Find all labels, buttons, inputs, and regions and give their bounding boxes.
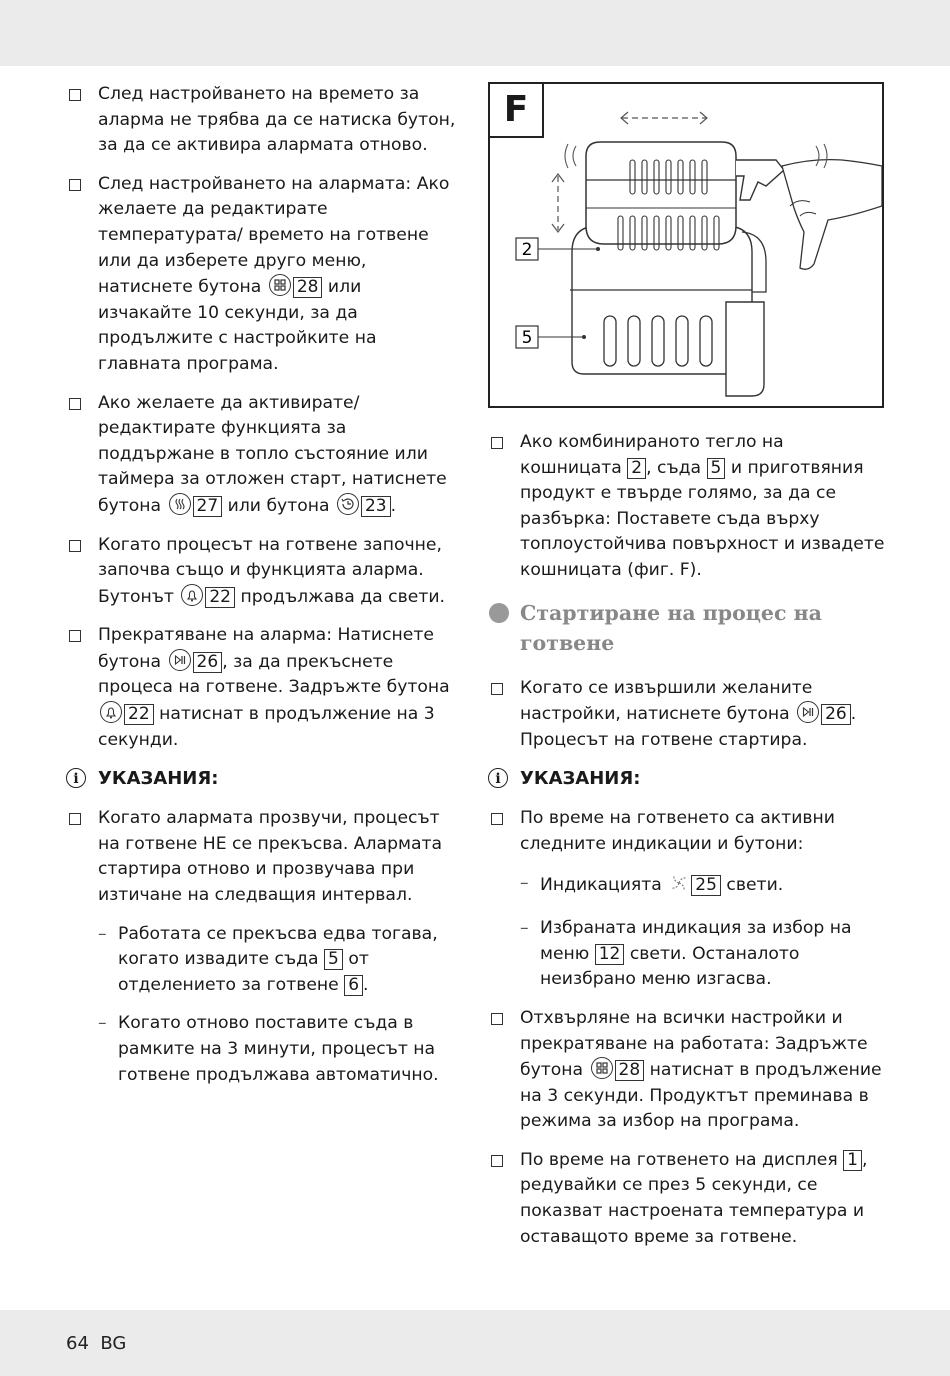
checkbox-bullet [491, 813, 503, 825]
figure-f [488, 82, 884, 408]
menu-grid-icon [269, 274, 291, 296]
list-item [66, 391, 458, 520]
ref-number: 12 [595, 944, 625, 965]
ref-number: 25 [691, 875, 721, 896]
item-text: , съда [646, 457, 702, 478]
list-item [66, 82, 458, 159]
item-text: Ако желаете да активирате/редактирате функцията за поддържане в топло състояние или таймера за отложен старт, натиснете бутона [98, 392, 447, 516]
footer-band [0, 1310, 950, 1376]
ref-number: 23 [361, 496, 391, 517]
item-text: или бутона [227, 495, 330, 516]
item-text: Когато алармата прозвучи, процесът на готвене НЕ се прекъсва. Алармата стартира отново и прозвучава при изтичане на следващия интервал. [98, 808, 443, 906]
play-pause-icon [169, 649, 191, 671]
figure-label: F [490, 84, 544, 138]
item-text: . [390, 495, 397, 516]
heading-text: Стартиране на процес на готвене [520, 600, 822, 655]
checkbox-bullet [491, 1155, 503, 1167]
ref-number: 28 [293, 277, 323, 298]
top-band [0, 0, 950, 66]
item-text: и приготвяния продукт е твърде голямо, за да се разбърка: Поставете съда върху топлоустойчива повърхност и извадете кошницата (фиг. F). [520, 457, 885, 580]
list-item [488, 676, 888, 754]
ref-number: 22 [205, 587, 235, 608]
item-text: свети. [726, 874, 784, 895]
ref-number: 5 [707, 458, 726, 479]
page-number [66, 1333, 126, 1354]
list-item [66, 172, 458, 378]
item-text: продължава да свети. [240, 586, 445, 607]
note-title: УКАЗАНИЯ: [520, 768, 641, 790]
dash-item [66, 1011, 458, 1088]
list-item [488, 430, 888, 584]
bell-icon [181, 584, 203, 606]
language-code: BG [100, 1333, 127, 1354]
ref-number: 2 [627, 458, 646, 479]
page-number-value: 64 [66, 1333, 89, 1354]
list-item [66, 533, 458, 611]
delay-timer-icon [337, 493, 359, 515]
item-text: Отхвърляне на всички настройки и прекратяване на работата: Задръжте бутона [520, 1007, 868, 1081]
play-pause-icon [797, 701, 819, 723]
checkbox-bullet [491, 1013, 503, 1025]
dash-bullet: – [98, 923, 107, 944]
item-text: натиснат в продължение на 3 секунди. [98, 704, 435, 750]
checkbox-bullet [69, 540, 81, 552]
list-item [66, 623, 458, 753]
item-text: . Процесът на готвене стартира. [520, 704, 857, 750]
note-title: УКАЗАНИЯ: [98, 768, 219, 790]
dash-bullet: – [520, 872, 529, 893]
ref-number: 26 [193, 652, 223, 673]
callout-pot: 5 [521, 328, 533, 348]
heading-bullet [489, 603, 509, 623]
dash-bullet: – [520, 918, 529, 939]
ref-number: 27 [193, 496, 223, 517]
dash-item [66, 922, 458, 999]
item-text: След настройването на алармата: Ако желаете да редактирате температурата/ времето на готвене или да изберете друго меню, натиснете бутона [98, 173, 450, 298]
info-icon: i [66, 768, 86, 788]
dash-item [488, 916, 888, 993]
item-text: . [363, 974, 369, 995]
item-text: , за да прекъснете процеса на готвене. Задръжте бутона [98, 651, 450, 698]
item-text: , редувайки се през 5 секунди, се показват настроената температура и оставащото време за готвене. [520, 1149, 868, 1247]
item-text: По време на готвенето са активни следните индикации и бутони: [520, 808, 835, 854]
ref-number: 28 [615, 1060, 645, 1081]
checkbox-bullet [69, 398, 81, 410]
list-item [488, 1148, 888, 1250]
item-text: Когато се извършили желаните настройки, натиснете бутона [520, 677, 813, 725]
dash-bullet: – [98, 1013, 107, 1034]
item-text: По време на готвенето на дисплея [520, 1149, 838, 1170]
checkbox-bullet [69, 813, 81, 825]
dash-item [488, 871, 888, 904]
item-text: Индикацията [540, 874, 662, 895]
note-heading [66, 766, 458, 792]
item-text: След настройването на времето за аларма не трябва да се натиска бутон, за да се активира алармата отново. [98, 84, 456, 156]
item-text: Прекратяване на аларма: Натиснете бутона [98, 625, 434, 672]
bell-icon [100, 701, 122, 723]
right-column [488, 82, 888, 1263]
item-text: от отделението за готвене [118, 949, 369, 995]
ref-number: 26 [821, 704, 851, 725]
item-text: или изчакайте 10 секунди, за да продължите с настройките на главната програма. [98, 277, 377, 374]
fan-indicator-icon [667, 871, 691, 904]
checkbox-bullet [491, 437, 503, 449]
list-item [488, 1006, 888, 1135]
list-item [488, 806, 888, 857]
ref-number: 1 [843, 1150, 862, 1171]
item-text: Когато процесът на готвене започне, започва също и функцията аларма. Бутонът [98, 534, 442, 607]
info-icon: i [488, 768, 508, 788]
item-text: Когато отново поставите съда в рамките на 3 минути, процесът на готвене продължава автоматично. [118, 1013, 439, 1085]
item-text: Избраната индикация за избор на меню [540, 918, 852, 964]
section-heading [488, 598, 888, 658]
item-text: натиснат в продължение на 3 секунди. Продуктът преминава в режима за избор на програма. [520, 1060, 882, 1132]
checkbox-bullet [491, 683, 503, 695]
ref-number: 5 [324, 949, 343, 970]
callout-basket: 2 [521, 240, 533, 260]
keep-warm-icon [169, 493, 191, 515]
checkbox-bullet [69, 89, 81, 101]
list-item [66, 806, 458, 908]
item-text: Ако комбинираното тегло на кошницата [520, 432, 784, 478]
checkbox-bullet [69, 179, 81, 191]
note-heading [488, 766, 888, 792]
item-text: Работата се прекъсва едва тогава, когато извадите съда [118, 923, 438, 970]
air-fryer-illustration [490, 84, 882, 406]
ref-number: 6 [344, 975, 363, 996]
item-text: свети. Останалото неизбрано меню изгасва. [540, 943, 800, 990]
ref-number: 22 [124, 704, 154, 725]
checkbox-bullet [69, 630, 81, 642]
menu-grid-icon [591, 1057, 613, 1079]
left-column [66, 82, 458, 1101]
